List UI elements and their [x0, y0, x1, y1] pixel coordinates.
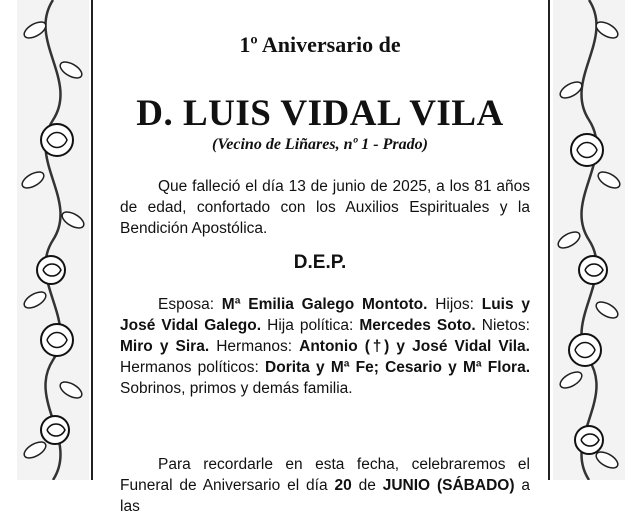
right-floral-border [553, 0, 625, 480]
hermanos-names: Antonio (†) y José Vidal Vila. [299, 338, 530, 355]
hermanos-label: Hermanos: [209, 338, 300, 355]
nietos-label: Nietos: [475, 317, 530, 334]
hija-politica-name: Mercedes Soto. [359, 317, 476, 334]
obituary-content [104, 0, 536, 515]
hermanos-politicos-label: Hermanos políticos: [120, 359, 266, 376]
deceased-name: D. LUIS VIDAL VILA [136, 93, 504, 134]
esposa-name: Mª Emilia Galego Montoto. [221, 296, 428, 313]
rose-vine-border-icon [17, 0, 89, 480]
left-floral-border [17, 0, 89, 480]
nietos-names: Miro y Sira. [120, 338, 210, 355]
funeral-text-c: a las [120, 477, 530, 515]
funeral-month: JUNIO (SÁBADO) [382, 477, 515, 494]
other-relatives: Sobrinos, primos y demás familia. [120, 380, 353, 397]
hijos-label: Hijos: [427, 296, 482, 313]
funeral-day: 20 [334, 477, 352, 494]
hija-politica-label: Hija política: [261, 317, 360, 334]
hermanos-politicos-names: Dorita y Mª Fe; Cesario y Mª Flora. [265, 359, 530, 376]
hijos-names: Luis y José Vidal Galego. [120, 296, 530, 334]
right-border-rule [548, 0, 550, 480]
dep-heading: D.E.P. [293, 252, 347, 273]
esposa-label: Esposa: [158, 296, 222, 313]
funeral-text-b: de [351, 477, 383, 494]
rose-vine-border-icon [553, 0, 625, 480]
anniversary-heading: 1º Aniversario de [239, 32, 401, 57]
left-border-rule [91, 0, 93, 480]
funeral-text-a: Para recordarle en esta fecha, celebraremos el Funeral de Aniversario el día [120, 456, 530, 494]
family-paragraph [120, 294, 530, 399]
funeral-paragraph [120, 454, 530, 517]
origin-line: (Vecino de Liñares, nº 1 - Prado) [212, 136, 428, 153]
intro-paragraph: Que falleció el día 13 de junio de 2025, a los 81 años de edad, confortado con los Auxilios Espirituales y la Bendición Apostólica. [120, 178, 530, 237]
